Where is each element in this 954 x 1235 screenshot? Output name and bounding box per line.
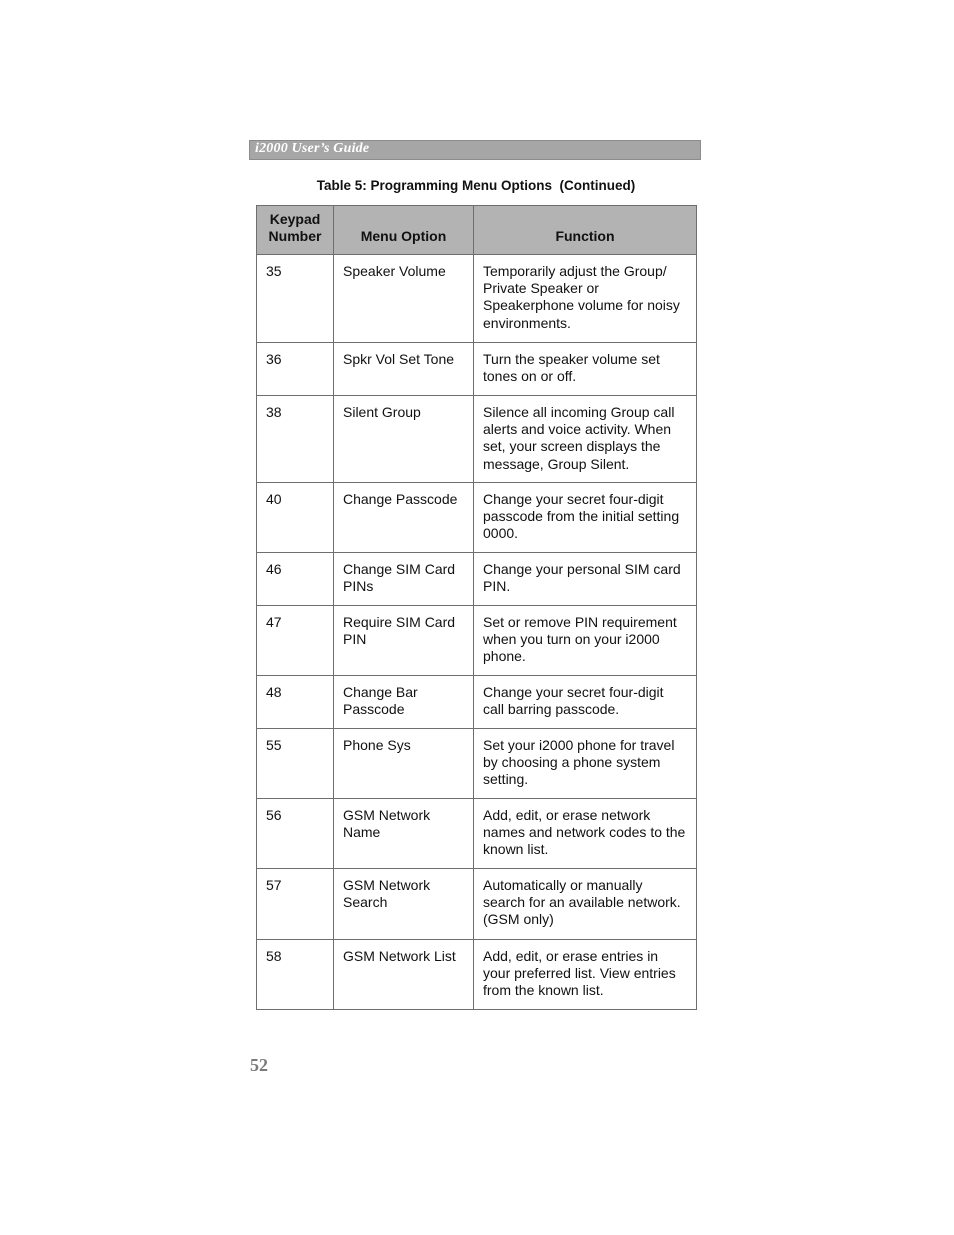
- table-row: [257, 255, 697, 343]
- function-cell: Turn the speaker volume set tones on or off.: [474, 343, 697, 396]
- menu-option-cell: Phone Sys: [334, 729, 474, 799]
- menu-option-cell: Change SIM Card PINs: [334, 553, 474, 606]
- table-row: [257, 343, 697, 396]
- table-row: [257, 606, 697, 676]
- function-cell: Change your personal SIM card PIN.: [474, 553, 697, 606]
- table-row: [257, 483, 697, 553]
- column-header-function: Function: [474, 206, 697, 255]
- menu-option-cell: Silent Group: [334, 396, 474, 483]
- function-cell: Change your secret four-digit call barring passcode.: [474, 676, 697, 729]
- function-cell: Add, edit, or erase entries in your preferred list. View entries from the known list.: [474, 940, 697, 1010]
- programming-menu-table: [256, 205, 697, 1010]
- table-row: [257, 940, 697, 1010]
- menu-option-cell: Change Bar Passcode: [334, 676, 474, 729]
- function-cell: Silence all incoming Group call alerts and voice activity. When set, your screen displays the message, Group Silent.: [474, 396, 697, 483]
- table-caption: Table 5: Programming Menu Options (Continued): [316, 178, 636, 193]
- running-header-bar: [249, 140, 701, 160]
- function-cell: Temporarily adjust the Group/ Private Speaker or Speakerphone volume for noisy environments.: [474, 255, 697, 343]
- table-header-row: [257, 206, 697, 255]
- function-cell: Change your secret four-digit passcode from the initial setting 0000.: [474, 483, 697, 553]
- keypad-number-cell: 48: [257, 676, 334, 729]
- page-number: 52: [250, 1055, 268, 1075]
- table-row: [257, 729, 697, 799]
- column-header-keypad: Keypad Number: [257, 206, 334, 255]
- table-row: [257, 676, 697, 729]
- table-body: [257, 255, 697, 1010]
- table-row: [257, 869, 697, 940]
- keypad-number-cell: 57: [257, 869, 334, 940]
- menu-option-cell: Require SIM Card PIN: [334, 606, 474, 676]
- table-row: [257, 396, 697, 483]
- function-cell: Automatically or manually search for an available network. (GSM only): [474, 869, 697, 940]
- keypad-number-cell: 36: [257, 343, 334, 396]
- function-cell: Set your i2000 phone for travel by choosing a phone system setting.: [474, 729, 697, 799]
- table-row: [257, 799, 697, 869]
- menu-option-cell: GSM Network Name: [334, 799, 474, 869]
- keypad-number-cell: 38: [257, 396, 334, 483]
- column-header-menu-option: Menu Option: [334, 206, 474, 255]
- table-row: [257, 553, 697, 606]
- function-cell: Add, edit, or erase network names and network codes to the known list.: [474, 799, 697, 869]
- keypad-number-cell: 40: [257, 483, 334, 553]
- menu-option-cell: GSM Network Search: [334, 869, 474, 940]
- keypad-number-cell: 56: [257, 799, 334, 869]
- menu-option-cell: Spkr Vol Set Tone: [334, 343, 474, 396]
- keypad-number-cell: 58: [257, 940, 334, 1010]
- keypad-number-cell: 55: [257, 729, 334, 799]
- menu-option-cell: Change Passcode: [334, 483, 474, 553]
- menu-option-cell: Speaker Volume: [334, 255, 474, 343]
- menu-option-cell: GSM Network List: [334, 940, 474, 1010]
- keypad-number-cell: 47: [257, 606, 334, 676]
- keypad-number-cell: 46: [257, 553, 334, 606]
- keypad-number-cell: 35: [257, 255, 334, 343]
- running-header-title: i2000 User’s Guide: [255, 141, 370, 156]
- function-cell: Set or remove PIN requirement when you turn on your i2000 phone.: [474, 606, 697, 676]
